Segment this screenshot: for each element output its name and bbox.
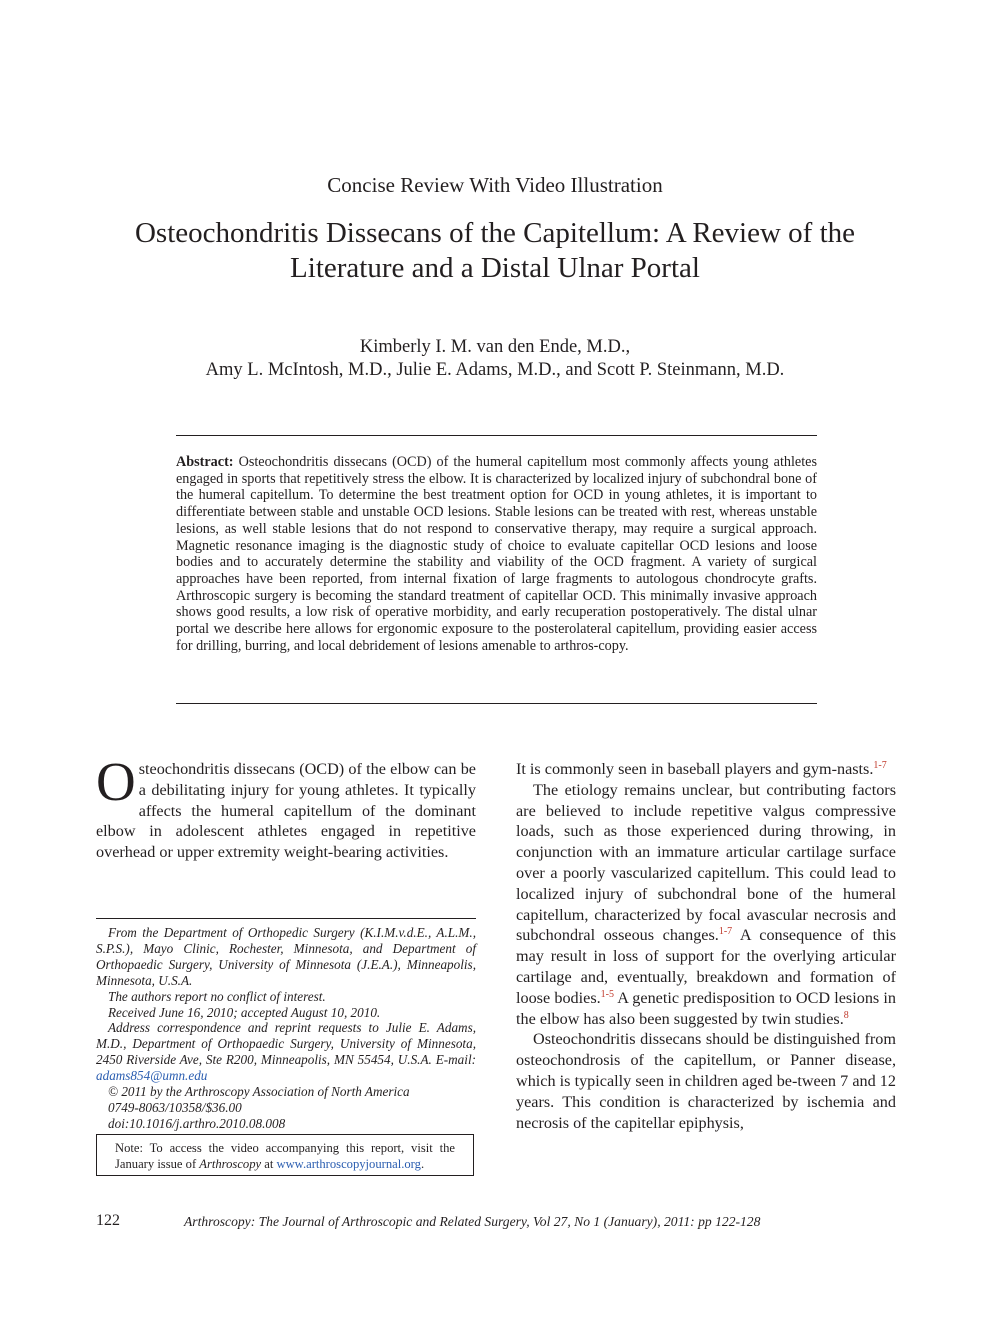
journal-url-link[interactable]: www.arthroscopyjournal.org	[276, 1156, 421, 1171]
citation-ref[interactable]: 1-7	[873, 760, 887, 771]
article-type-kicker: Concise Review With Video Illustration	[327, 173, 663, 197]
abstract-block	[176, 454, 817, 654]
title-line-1: Osteochondritis Dissecans of the Capitellum: A Review of the	[134, 217, 856, 249]
abstract-text: Osteochondritis dissecans (OCD) of the humeral capitellum most commonly affects young athletes engaged in sports that repetitively stress the elbow. It is characterized by localized injury of subchondral bone of the humeral capitellum. To determine the best treatment option for OCD in young athletes, it is important to differentiate between stable and unstable OCD lesions. Stable lesions can be treated with rest, whereas unstable lesions, as well stable lesions that do not respond to conservative therapy, may require a surgical approach. Magnetic resonance imaging is the diagnostic study of choice to evaluate capitellar OCD lesions and loose bodies and to accurately determine the stability and viability of the OCD fragment. A variety of surgical approaches have been reported, from internal fixation of large fragments to autologous chondrocyte grafts. Arthroscopic surgery is becoming the standard treatment of capitellar OCD. This minimally invasive approach shows good results, a low risk of operative morbidity, and early recuperation postoperatively. The distal ulnar portal we describe here allows for ergonomic exposure to the posterolateral capitellum, providing easier access for drilling, burring, and local debridement of lesions amenable to arthros-copy.	[176, 454, 817, 654]
title-line-2: Literature and a Distal Ulnar Portal	[290, 252, 700, 284]
paragraph-2-text-a: The etiology remains unclear, but contributing factors are believed to include repetitive valgus compressive loads, such as those experienced during throwing, in conjunction with an immature articular cartilage surface over a poorly vascularized capitellum. This could lead to localized injury of subchondral bone of the humeral capitellum, characterized by focal avascular necrosis and subchondral osseous changes.	[516, 780, 896, 945]
body-column-left	[96, 751, 476, 863]
affiliation-text: From the Department of Orthopedic Surgery (K.I.M.v.d.E., A.L.M., S.P.S.), Mayo Clinic, Rochester, Minnesota, and Department of Orthopaedic Surgery, University of Minnesota (J.E.A.), Minneapolis, Minnesota, U.S.A.	[96, 925, 476, 988]
note-text-at: at	[261, 1156, 277, 1171]
paragraph-2-text-c: A genetic predisposition to OCD lesions in the elbow has also been suggested by twin studies.	[516, 988, 896, 1028]
received-dates: Received June 16, 2010; accepted August 10, 2010.	[108, 1004, 381, 1020]
drop-cap: O	[96, 751, 136, 812]
correspondence-address	[96, 1020, 476, 1084]
abstract-top-rule	[176, 435, 817, 436]
authors-line-1: Kimberly I. M. van den Ende, M.D.,	[359, 337, 631, 357]
citation-ref[interactable]: 1-7	[718, 926, 733, 938]
citation-ref[interactable]: 1-5	[600, 988, 615, 1000]
journal-citation-footer: Arthroscopy: The Journal of Arthroscopic and Related Surgery, Vol 27, No 1 (January), 2011: pp 122-128	[184, 1214, 761, 1229]
body-paragraph-2	[516, 780, 896, 1030]
authors-line-2: Amy L. McIntosh, M.D., Julie E. Adams, M.D., and Scott P. Steinmann, M.D.	[205, 360, 785, 380]
note-journal-name: Arthroscopy	[199, 1156, 262, 1171]
doi-line: doi:10.1016/j.arthro.2010.08.008	[108, 1115, 286, 1131]
article-title	[60, 216, 930, 286]
note-text-end: .	[420, 1156, 425, 1171]
citation-ref[interactable]: 8	[843, 1009, 849, 1021]
video-note-box	[96, 1134, 474, 1176]
paragraph-1-text: It is commonly seen in baseball players and gym-nasts.	[516, 760, 874, 778]
page-number: 122	[96, 1212, 120, 1229]
email-link[interactable]: adams854@umn.edu	[96, 1068, 208, 1084]
author-footnote	[96, 925, 476, 1132]
abstract-bottom-rule	[176, 703, 817, 704]
address-text: Address correspondence and reprint requests to Julie E. Adams, M.D., Department of Orthopaedic Surgery, University of Minnesota, 2450 Riverside Ave, Ste R200, Minneapolis, MN 55454, U.S.A. E-mail:	[96, 1020, 476, 1068]
conflict-statement: The authors report no conflict of interest.	[108, 988, 326, 1004]
copyright-line: © 2011 by the Arthroscopy Association of North America	[108, 1084, 410, 1100]
body-paragraph-1	[516, 759, 896, 780]
note-text: Note: To access the video accompanying this report, visit the January issue of	[115, 1141, 455, 1171]
issn-line: 0749-8063/10358/$36.00	[108, 1099, 242, 1115]
paragraph-2-text-b: A consequence of this may result in loss of support for the overlying articular cartilage and, eventually, breakdown and formation of loose bodies.	[516, 926, 896, 1007]
footnote-rule	[96, 918, 476, 919]
body-column-right	[516, 759, 896, 1133]
abstract-label: Abstract:	[176, 454, 234, 470]
author-list	[60, 336, 930, 382]
intro-paragraph: steochondritis dissecans (OCD) of the elbow can be a debilitating injury for young athletes. It typically affects the humeral capitellum of the dominant elbow in adolescent athletes engaged in repetitive overhead or upper extremity weight-bearing activities.	[96, 760, 476, 862]
body-paragraph-3: Osteochondritis dissecans should be distinguished from osteochondrosis of the capitellum, or Panner disease, which is typically seen in children aged be-tween 7 and 12 years. This condition is characterized by ischemia and necrosis of the capitellar epiphysis,	[516, 1030, 896, 1132]
